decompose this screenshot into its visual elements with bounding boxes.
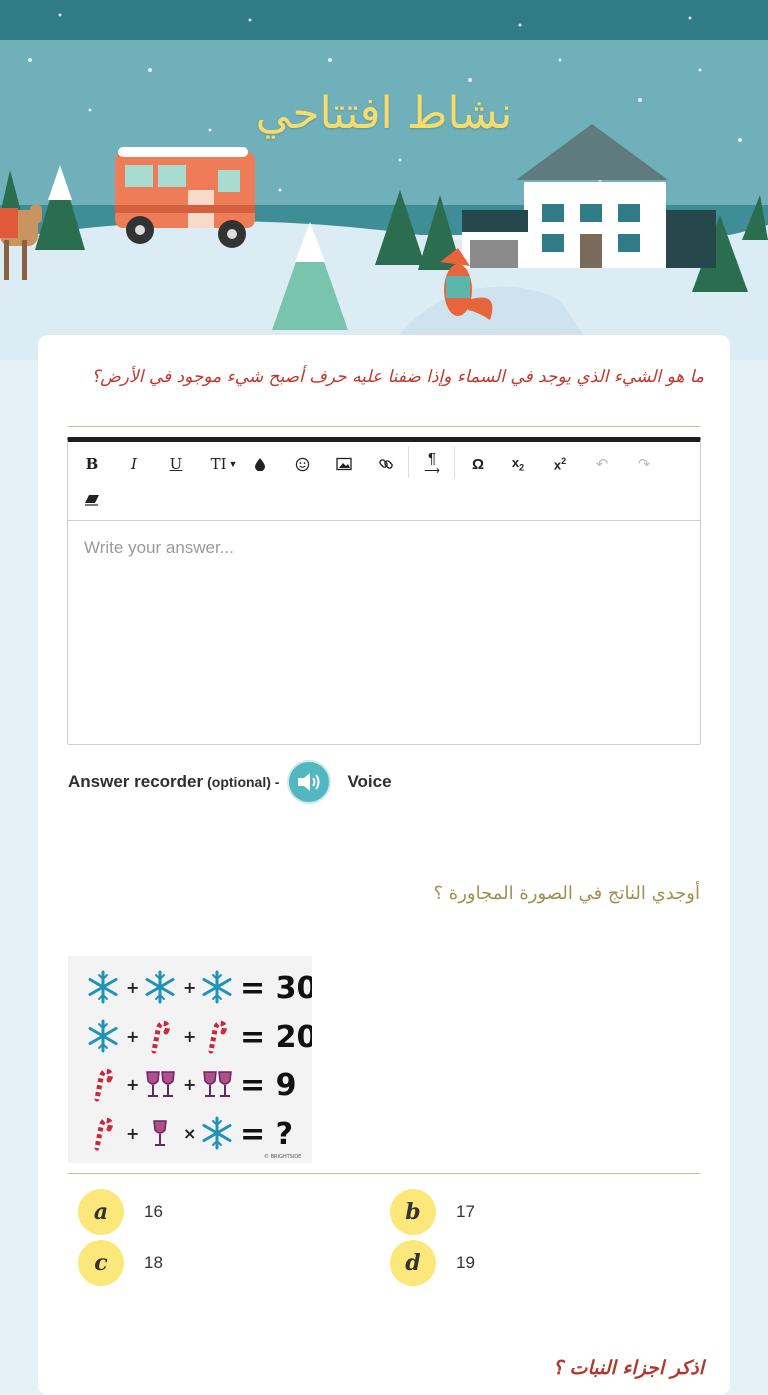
svg-text:+: + [126, 1075, 140, 1094]
option-badge: b [390, 1189, 436, 1235]
puzzle-credit: © BRIGHTSIDE [264, 1154, 302, 1160]
bold-button[interactable]: B [85, 455, 99, 473]
svg-text:+: + [126, 1027, 140, 1046]
subscript-button[interactable] [504, 450, 532, 478]
subscript-icon: $x_2$ [511, 455, 525, 473]
italic-button[interactable]: I [131, 455, 137, 473]
svg-text:+: + [126, 978, 140, 997]
puzzle-illustration [68, 956, 312, 1163]
option-badge: d [390, 1240, 436, 1286]
puzzle-result-2: = 20 [240, 1020, 312, 1055]
voice-record-button[interactable] [287, 760, 331, 804]
editor-toolbar [68, 442, 700, 521]
underline-button[interactable]: U [169, 455, 183, 473]
eraser-icon [84, 494, 100, 506]
superscript-icon: $x^2$ [553, 455, 567, 473]
option-a[interactable] [78, 1189, 163, 1235]
redo-icon: ↷ [637, 456, 651, 473]
text-size-dropdown[interactable] [204, 450, 244, 478]
emoji-button[interactable] [288, 450, 316, 478]
pilcrow-icon: ¶ [427, 450, 437, 467]
answer-recorder [68, 759, 392, 805]
svg-text:+: + [183, 1075, 197, 1094]
option-value: 17 [456, 1202, 475, 1221]
text-color-button[interactable] [246, 450, 274, 478]
paragraph-direction-button[interactable] [418, 450, 446, 478]
svg-text:+: + [183, 1027, 197, 1046]
question-1-text: ما هو الشيء الذي يوجد في السماء وإذا ضفنا عليه حرف أصبح شيء موجود في الأرض؟ [91, 367, 704, 387]
svg-text:×: × [183, 1124, 197, 1143]
undo-button[interactable] [588, 450, 616, 478]
text-size-label: TI [210, 455, 227, 473]
svg-text:+: + [183, 978, 197, 997]
option-value: 16 [144, 1202, 163, 1221]
redo-button[interactable] [630, 450, 658, 478]
insert-link-button[interactable] [372, 450, 400, 478]
winter-scene-illustration [0, 0, 768, 360]
link-icon [378, 456, 394, 472]
option-value: 19 [456, 1253, 475, 1272]
caret-down-icon: ▼ [228, 459, 238, 469]
option-d[interactable] [390, 1240, 475, 1286]
superscript-button[interactable] [546, 450, 574, 478]
puzzle-result-1: = 30 [240, 971, 312, 1006]
insert-image-button[interactable] [330, 450, 358, 478]
special-character-button[interactable]: Ω [471, 455, 485, 473]
option-c[interactable] [78, 1240, 163, 1286]
rich-text-editor [67, 437, 701, 745]
puzzle-result-3: = 9 [240, 1068, 297, 1103]
option-b[interactable] [390, 1189, 475, 1235]
smiley-icon [295, 457, 310, 472]
droplet-icon [254, 457, 266, 471]
header-banner [0, 0, 768, 360]
voice-label: Voice [347, 772, 392, 791]
undo-icon: ↶ [595, 456, 609, 473]
option-badge: a [78, 1189, 124, 1235]
arrow-right-icon: ⟶ [424, 465, 440, 477]
divider [68, 1173, 700, 1174]
question-3-text: اذكر اجزاء النبات ؟ [552, 1357, 704, 1379]
answer-textarea[interactable]: Write your answer... [84, 538, 234, 557]
recorder-optional-label: (optional) - [207, 774, 280, 790]
speaker-icon [296, 770, 322, 794]
option-value: 18 [144, 1253, 163, 1272]
image-icon [336, 457, 352, 471]
worksheet-card [38, 335, 730, 1395]
svg-text:+: + [126, 1124, 140, 1143]
page-title: نشاط افتتاحي [255, 88, 513, 139]
divider [68, 426, 700, 427]
option-badge: c [78, 1240, 124, 1286]
recorder-label: Answer recorder [68, 772, 204, 791]
question-2-text: أوجدي الناتج في الصورة المجاورة ؟ [433, 883, 700, 904]
math-puzzle-image [68, 956, 312, 1163]
clear-formatting-button[interactable] [78, 486, 106, 514]
puzzle-result-4: = ? [240, 1117, 293, 1152]
